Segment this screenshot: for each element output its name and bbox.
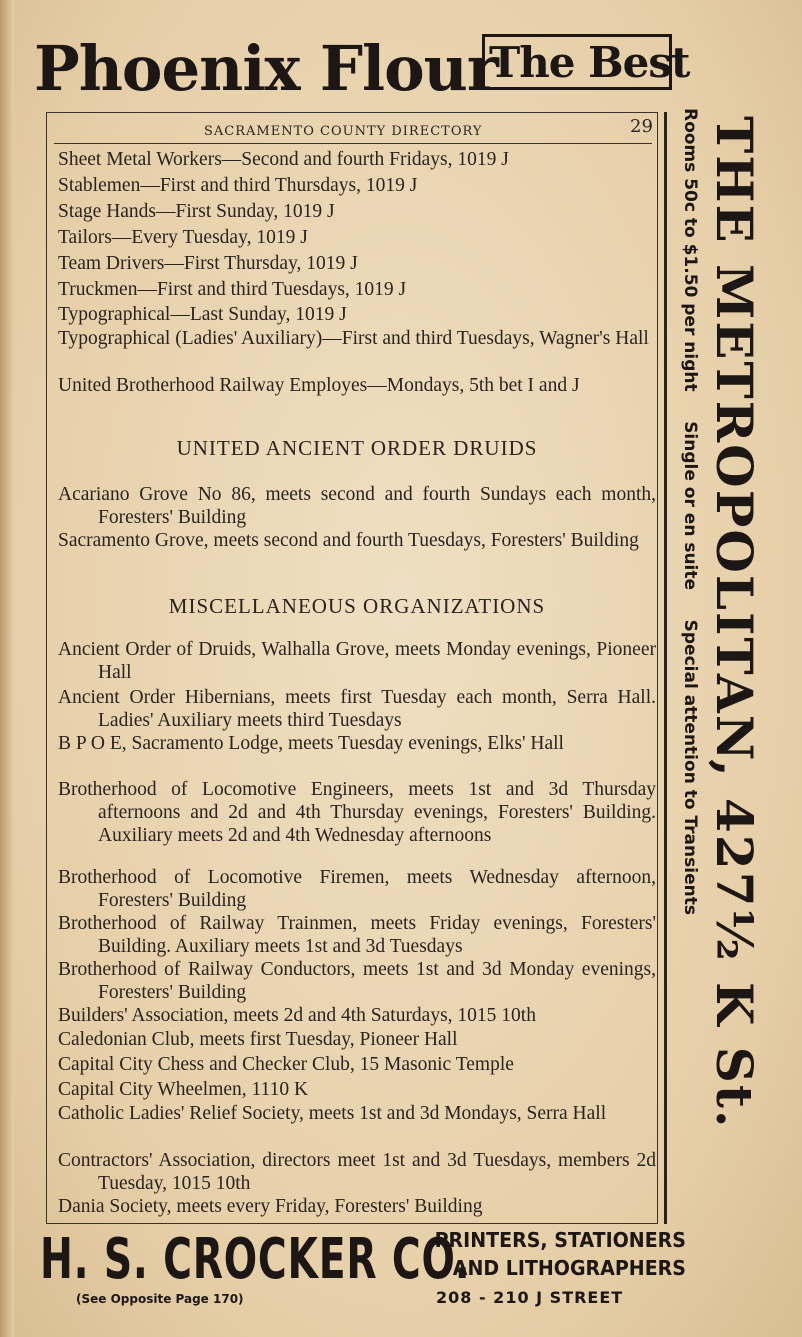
listing-entry: Sacramento Grove, meets second and fourth Tuesdays, Foresters' Building	[58, 530, 639, 551]
listing-entry: Builders' Association, meets 2d and 4th Saturdays, 1015 10th	[58, 1005, 536, 1026]
listing-entry: Contractors' Association, directors meet 1st and 3d Tuesdays, members 2d Tuesday, 1015 10th	[58, 1150, 656, 1194]
top-ad-title: Phoenix Flour	[34, 32, 498, 105]
listing-entry: Team Drivers—First Thursday, 1019 J	[58, 253, 358, 274]
listing-entry: Truckmen—First and third Tuesdays, 1019 J	[58, 279, 407, 300]
header-rule	[54, 143, 652, 144]
side-ad-tagline: Rooms 50c to $1.50 per night Single or en suite Special attention to Transients	[680, 108, 700, 915]
listing-entry: Catholic Ladies' Relief Society, meets 1st and 3d Mondays, Serra Hall	[58, 1103, 607, 1124]
running-head: SACRAMENTO COUNTY DIRECTORY	[204, 124, 483, 139]
side-advertisement	[666, 108, 762, 1218]
listing-entry: Sheet Metal Workers—Second and fourth Fridays, 1019 J	[58, 149, 509, 170]
listing-entry: Ancient Order of Druids, Walhalla Grove, meets Monday evenings, Pioneer Hall	[58, 639, 656, 683]
top-ad-box-text: The Best	[489, 38, 690, 87]
listing-entry: Typographical (Ladies' Auxiliary)—First and third Tuesdays, Wagner's Hall	[58, 328, 649, 349]
bottom-ad-address: 208 - 210 J STREET	[436, 1288, 624, 1307]
bottom-ad-company: H. S. CROCKER CO.	[40, 1227, 471, 1292]
section-heading-druids: UNITED ANCIENT ORDER DRUIDS	[176, 436, 538, 460]
listing-entry: Acariano Grove No 86, meets second and fourth Sundays each month, Foresters' Building	[58, 484, 656, 528]
bottom-ad-see-opposite: (See Opposite Page 170)	[76, 1292, 244, 1306]
listing-entry: Capital City Chess and Checker Club, 15 Masonic Temple	[58, 1054, 514, 1075]
listing-entry: United Brotherhood Railway Employes—Mondays, 5th bet I and J	[58, 375, 580, 396]
listing-entry: Tailors—Every Tuesday, 1019 J	[58, 227, 308, 248]
bottom-ad-line2: AND LITHOGRAPHERS	[452, 1256, 686, 1280]
listing-entry: Typographical—Last Sunday, 1019 J	[58, 304, 347, 325]
top-advertisement	[34, 28, 690, 108]
listing-entry: B P O E, Sacramento Lodge, meets Tuesday evenings, Elks' Hall	[58, 733, 564, 754]
listing-entry: Ancient Order Hibernians, meets first Tuesday each month, Serra Hall. Ladies' Auxiliary meets third Tuesdays	[58, 687, 656, 731]
listing-entry: Brotherhood of Railway Trainmen, meets Friday evenings, Foresters' Building. Auxiliary meets 1st and 3d Tuesdays	[58, 913, 656, 957]
listing-entry: Brotherhood of Locomotive Engineers, meets 1st and 3d Thursday afternoons and 2d and 4th Thursday evenings, Foresters' Building. Auxiliary meets 2d and 4th Wednesday afternoons	[58, 779, 656, 846]
section-heading-misc: MISCELLANEOUS ORGANIZATIONS	[168, 594, 546, 618]
page-edge-shadow	[0, 0, 14, 1337]
bottom-ad-line1: PRINTERS, STATIONERS	[434, 1228, 686, 1252]
listing-entry: Capital City Wheelmen, 1110 K	[58, 1079, 309, 1100]
listing-entry: Stablemen—First and third Thursdays, 1019 J	[58, 175, 418, 196]
listing-entry: Brotherhood of Railway Conductors, meets 1st and 3d Monday evenings, Foresters' Building	[58, 959, 656, 1003]
listing-entry: Dania Society, meets every Friday, Foresters' Building	[58, 1196, 483, 1217]
page-number: 29	[630, 116, 653, 137]
side-ad-hotel-name: THE METROPOLITAN, 427½ K St.	[705, 116, 764, 1130]
listing-entry: Brotherhood of Locomotive Firemen, meets Wednesday afternoon, Foresters' Building	[58, 867, 656, 911]
listing-entry: Caledonian Club, meets first Tuesday, Pioneer Hall	[58, 1029, 458, 1050]
listing-entry: Stage Hands—First Sunday, 1019 J	[58, 201, 335, 222]
bottom-ad-services	[428, 1226, 686, 1282]
top-ad-box	[482, 34, 690, 90]
